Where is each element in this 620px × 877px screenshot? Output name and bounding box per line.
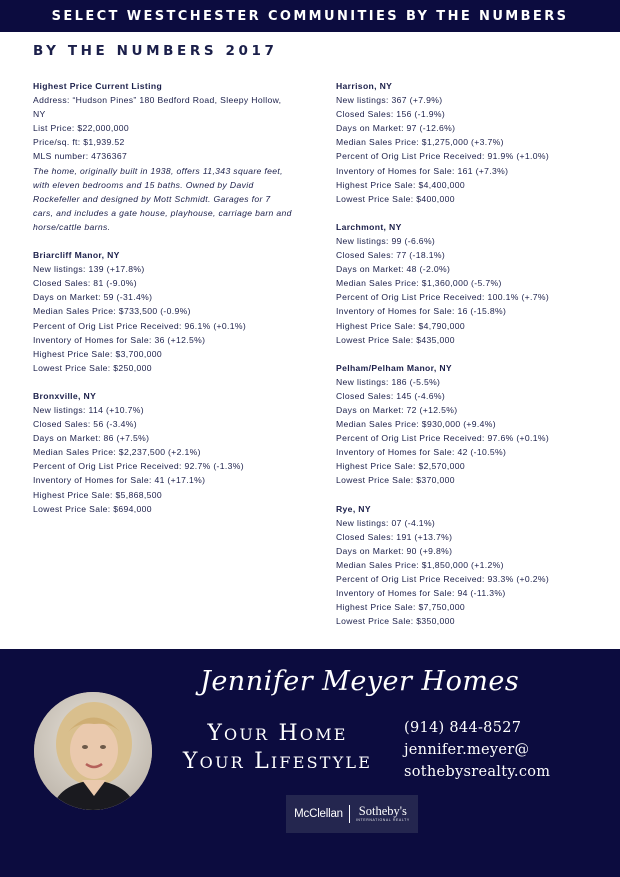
community-stat: Inventory of Homes for Sale: 36 (+12.5%) bbox=[33, 334, 206, 345]
community-stat: Closed Sales: 145 (-4.6%) bbox=[336, 390, 446, 401]
listing-description: The home, originally built in 1938, offers 11,343 square feet, with eleven bedrooms and 15 baths. Owned by David Rockefeller and designed by Mott Schmidt. Garages for 7 cars, and includes a gate house, playhouse, carriage barn and horse/cattle barns. bbox=[33, 165, 292, 232]
email-part-2[interactable]: sothebysrealty.com bbox=[404, 764, 551, 780]
logo-divider bbox=[349, 805, 350, 823]
email-part-1[interactable]: jennifer.meyer@ bbox=[404, 742, 530, 758]
community-stat: Inventory of Homes for Sale: 16 (-15.8%) bbox=[336, 306, 507, 317]
community-stat: Inventory of Homes for Sale: 42 (-10.5%) bbox=[336, 447, 507, 458]
logo-sothebys-group bbox=[356, 805, 410, 823]
logo-sothebys-sub: INTERNATIONAL REALTY bbox=[355, 818, 410, 822]
community-block bbox=[336, 220, 606, 347]
listing-price: List Price: $22,000,000 bbox=[33, 123, 129, 134]
community-stat: Median Sales Price: $1,850,000 (+1.2%) bbox=[336, 559, 504, 570]
community-block bbox=[33, 248, 293, 375]
community-stat: Closed Sales: 156 (-1.9%) bbox=[336, 109, 446, 120]
brand-logo-text: Jennifer Meyer Homes bbox=[200, 666, 520, 697]
left-column bbox=[33, 79, 293, 530]
community-stat: New listings: 139 (+17.8%) bbox=[33, 264, 145, 275]
community-stat: Closed Sales: 191 (+13.7%) bbox=[336, 531, 453, 542]
listing-price-sqft: Price/sq. ft: $1,939.52 bbox=[33, 137, 125, 148]
community-stat: Inventory of Homes for Sale: 41 (+17.1%) bbox=[33, 475, 206, 486]
community-stat: Highest Price Sale: $2,570,000 bbox=[336, 461, 465, 472]
community-name: Briarcliff Manor, NY bbox=[33, 250, 120, 261]
community-stat: Percent of Orig List Price Received: 97.6% (+0.1%) bbox=[336, 433, 550, 444]
community-stat: Percent of Orig List Price Received: 100.1% (+.7%) bbox=[336, 292, 550, 303]
section-title: BY THE NUMBERS 2017 bbox=[33, 43, 278, 59]
listing-address: Address: “Hudson Pines” 180 Bedford Road, Sleepy Hollow, NY bbox=[33, 95, 282, 120]
community-stat: Days on Market: 59 (-31.4%) bbox=[33, 292, 153, 303]
community-stat: Median Sales Price: $733,500 (-0.9%) bbox=[33, 306, 191, 317]
community-stat: Median Sales Price: $1,275,000 (+3.7%) bbox=[336, 137, 504, 148]
tagline-your-lifestyle bbox=[170, 749, 385, 774]
left-communities bbox=[33, 248, 293, 516]
community-stat: Highest Price Sale: $4,400,000 bbox=[336, 179, 465, 190]
community-block bbox=[33, 389, 293, 516]
community-stat: Days on Market: 72 (+12.5%) bbox=[336, 404, 458, 415]
phone-number[interactable]: (914) 844-8527 bbox=[404, 720, 522, 736]
community-name: Bronxville, NY bbox=[33, 390, 97, 401]
community-stat: Highest Price Sale: $4,790,000 bbox=[336, 320, 465, 331]
community-stat: Percent of Orig List Price Received: 96.1% (+0.1%) bbox=[33, 320, 247, 331]
community-stat: New listings: 07 (-4.1%) bbox=[336, 517, 436, 528]
tagline-your-home bbox=[170, 721, 385, 746]
tagline-2-text: YOUR LIFESTYLE bbox=[182, 749, 373, 774]
agent-photo bbox=[34, 692, 152, 810]
community-stat: New listings: 186 (-5.5%) bbox=[336, 376, 441, 387]
right-column bbox=[336, 79, 606, 642]
brokerage-logo bbox=[286, 795, 418, 833]
community-stat: Highest Price Sale: $3,700,000 bbox=[33, 348, 162, 359]
listing-mls-number: MLS number: 4736367 bbox=[33, 151, 128, 162]
tagline-1-text: YOUR HOME bbox=[207, 721, 348, 746]
top-banner bbox=[0, 0, 620, 32]
community-name: Pelham/Pelham Manor, NY bbox=[336, 362, 452, 373]
community-stat: Days on Market: 90 (+9.8%) bbox=[336, 545, 453, 556]
community-stat: Lowest Price Sale: $370,000 bbox=[336, 475, 455, 486]
community-block bbox=[336, 502, 606, 629]
community-stat: New listings: 367 (+7.9%) bbox=[336, 95, 443, 106]
logo-sothebys: Sotheby's bbox=[358, 804, 407, 818]
community-stat: Lowest Price Sale: $435,000 bbox=[336, 334, 455, 345]
highest-listing-heading: Highest Price Current Listing bbox=[33, 81, 163, 91]
community-name: Harrison, NY bbox=[336, 81, 393, 91]
community-stat: Lowest Price Sale: $250,000 bbox=[33, 362, 152, 373]
community-stat: New listings: 99 (-6.6%) bbox=[336, 235, 436, 246]
community-stat: Median Sales Price: $2,237,500 (+2.1%) bbox=[33, 447, 201, 458]
community-block bbox=[336, 361, 606, 488]
highest-listing-block bbox=[33, 79, 293, 234]
right-communities bbox=[336, 79, 606, 628]
community-stat: Percent of Orig List Price Received: 91.9% (+1.0%) bbox=[336, 151, 550, 162]
community-stat: Percent of Orig List Price Received: 92.7% (-1.3%) bbox=[33, 461, 244, 472]
community-stat: Median Sales Price: $1,360,000 (-5.7%) bbox=[336, 278, 502, 289]
community-stat: Days on Market: 86 (+7.5%) bbox=[33, 433, 150, 444]
banner-title: SELECT WESTCHESTER COMMUNITIES BY THE NUMBERS bbox=[51, 8, 569, 24]
community-name: Rye, NY bbox=[336, 503, 371, 514]
community-stat: Days on Market: 48 (-2.0%) bbox=[336, 264, 451, 275]
community-stat: Inventory of Homes for Sale: 94 (-11.3%) bbox=[336, 588, 506, 599]
community-stat: Highest Price Sale: $7,750,000 bbox=[336, 602, 465, 613]
community-stat: Days on Market: 97 (-12.6%) bbox=[336, 123, 456, 134]
community-stat: Median Sales Price: $930,000 (+9.4%) bbox=[336, 419, 496, 430]
community-stat: Percent of Orig List Price Received: 93.3% (+0.2%) bbox=[336, 574, 550, 584]
logo-mcclellan: McClellan bbox=[294, 808, 343, 820]
community-stat: Closed Sales: 77 (-18.1%) bbox=[336, 250, 446, 261]
community-name: Larchmont, NY bbox=[336, 221, 402, 232]
community-stat: Closed Sales: 56 (-3.4%) bbox=[33, 419, 137, 430]
community-stat: Lowest Price Sale: $694,000 bbox=[33, 503, 152, 514]
community-stat: New listings: 114 (+10.7%) bbox=[33, 404, 144, 415]
community-stat: Inventory of Homes for Sale: 161 (+7.3%) bbox=[336, 165, 509, 176]
community-stat: Highest Price Sale: $5,868,500 bbox=[33, 489, 162, 500]
community-block bbox=[336, 79, 606, 206]
community-stat: Lowest Price Sale: $400,000 bbox=[336, 193, 455, 204]
community-stat: Lowest Price Sale: $350,000 bbox=[336, 616, 455, 627]
community-stat: Closed Sales: 81 (-9.0%) bbox=[33, 278, 137, 289]
